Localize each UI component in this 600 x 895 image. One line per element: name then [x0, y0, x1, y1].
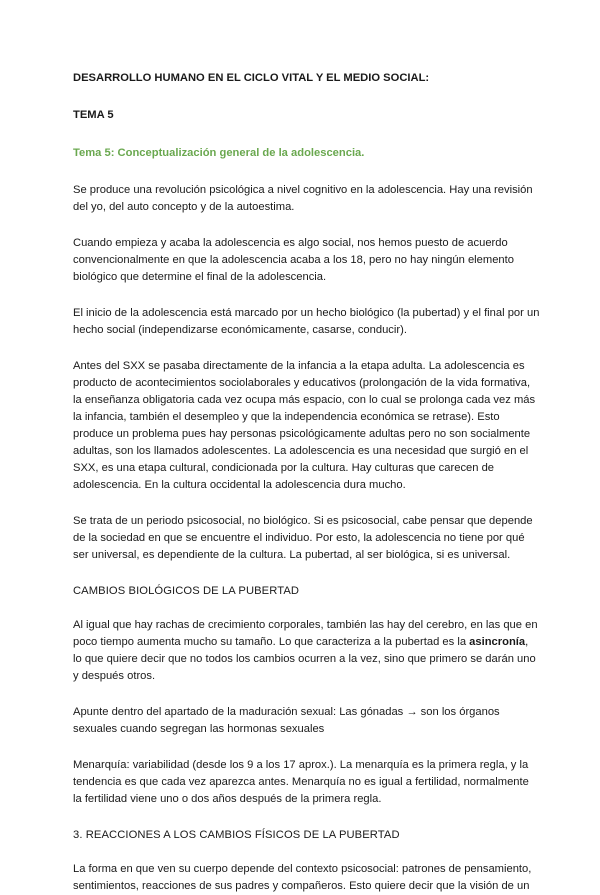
paragraph-6 — [73, 617, 540, 685]
paragraph-6-text-b: , lo que quiere decir que no todos los cambios ocurren a la vez, sino que primero se darán uno y después otros. — [73, 636, 536, 682]
paragraph-9: La forma en que ven su cuerpo depende del contexto psicosocial: patrones de pensamiento, sentimientos, reacciones de sus padres y compañeros. Esto quiere decir que la visión de un — [73, 863, 532, 892]
paragraph-5: Se trata de un periodo psicosocial, no biológico. Si es psicosocial, cabe pensar que depende de la sociedad en que se encuentre el individuo. Por esto, la adolescencia no tiene por qué ser universal, es dependiente de la cultura. La pubertad, al ser biológica, si es universal. — [73, 515, 533, 561]
paragraph-4: Antes del SXX se pasaba directamente de la infancia a la etapa adulta. La adolescencia es producto de acontecimientos sociolaborales y educativos (prolongación de la vida formativa, la enseñanza obligatoria cada vez ocupa más espacio, con lo cual se prolonga cada vez más la infancia, también el desempleo y que la independencia económica se retrase). Esto produce un problema pues hay personas psicológicamente adultas pero no son socialmente adultas, son los llamados adolescentes. La adolescencia es una necesidad que surgió en el SXX, es una etapa cultural, condicionada por la cultura. Hay culturas que carecen de adolescencia. En la cultura occidental la adolescencia dura mucho. — [73, 360, 536, 491]
paragraph-8: Menarquía: variabilidad (desde los 9 a los 17 aprox.). La menarquía es la primera regla, y la tendencia es que cada vez aparezca antes. Menarquía no es igual a fertilidad, normalmente la fertilidad viene uno o dos años después de la primera regla. — [73, 759, 529, 805]
tema-label: TEMA 5 — [73, 109, 114, 121]
paragraph-7: Apunte dentro del apartado de la maduración sexual: Las gónadas → son los órganos sexuales cuando segregan las hormonas sexuales — [73, 706, 500, 735]
section-subtitle: Tema 5: Conceptualización general de la adolescencia. — [73, 147, 365, 159]
document-title: DESARROLLO HUMANO EN EL CICLO VITAL Y EL MEDIO SOCIAL: — [73, 72, 430, 84]
paragraph-1: Se produce una revolución psicológica a nivel cognitivo en la adolescencia. Hay una revisión del yo, del auto concepto y de la autoestima. — [73, 184, 533, 213]
section-heading-cambios-biologicos: CAMBIOS BIOLÓGICOS DE LA PUBERTAD — [73, 585, 300, 597]
paragraph-6-bold-term: asincronía — [469, 636, 526, 648]
section-heading-reacciones: 3. REACCIONES A LOS CAMBIOS FÍSICOS DE LA PUBERTAD — [73, 829, 400, 841]
paragraph-2: Cuando empieza y acaba la adolescencia es algo social, nos hemos puesto de acuerdo convencionalmente en que la adolescencia acaba a los 18, pero no hay ningún elemento biológico que determine el final de la adolescencia. — [73, 237, 514, 283]
paragraph-6-text-a: Al igual que hay rachas de crecimiento corporales, también las hay del cerebro, en las que en poco tiempo aumenta mucho su tamaño. Lo que caracteriza a la pubertad es la — [73, 619, 538, 648]
paragraph-3: El inicio de la adolescencia está marcado por un hecho biológico (la pubertad) y el final por un hecho social (independizarse económicamente, casarse, conducir). — [73, 307, 540, 336]
